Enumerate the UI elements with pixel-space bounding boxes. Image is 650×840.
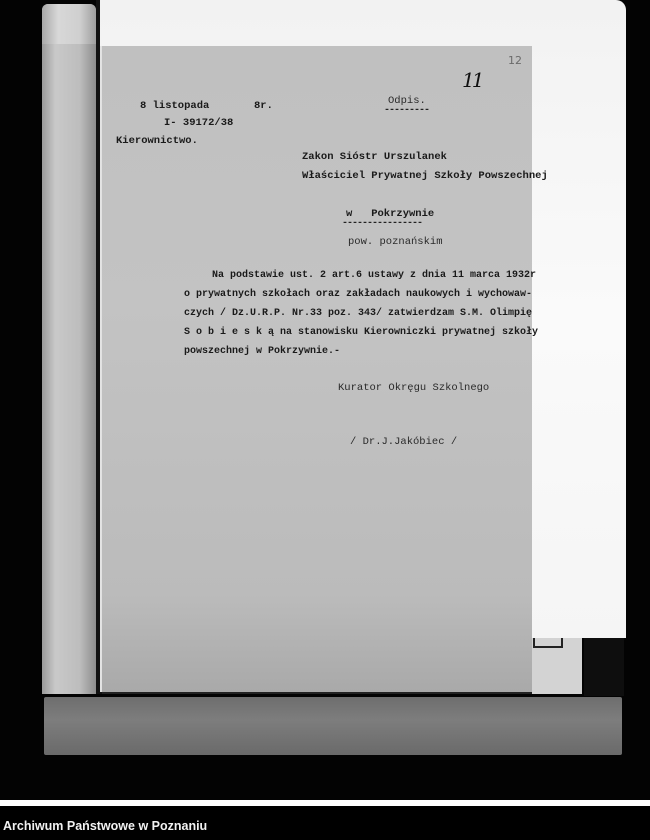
addressee-county: pow. poznańskim [348, 236, 443, 248]
addressee-place: w Pokrzywnie [346, 208, 435, 220]
reference-number: I- 39172/38 [164, 117, 234, 129]
body-line1: Na podstawie ust. 2 art.6 ustawy z dnia 11 marca 1932r [212, 270, 537, 281]
scanner-ledge [44, 697, 622, 755]
addressee-line1: Zakon Sióstr Urszulanek [302, 151, 447, 163]
signature-name: / Dr.J.Jakóbiec / [350, 436, 458, 448]
header-date: 8 listopada [140, 100, 210, 112]
footer [0, 806, 650, 840]
copy-label: Odpis. [388, 95, 426, 107]
addressee-line2: Właściciel Prywatnej Szkoły Powszechnej [302, 170, 548, 182]
body-line2: o prywatnych szkołach oraz zakładach naukowych i wychowaw- [184, 289, 533, 300]
copy-label-underline: --------- [384, 105, 430, 116]
place-underline: ---------------- [342, 218, 423, 229]
department: Kierownictwo. [116, 135, 198, 147]
body-line5: powszechnej w Pokrzywnie.- [184, 346, 341, 357]
dark-block [584, 638, 624, 696]
clip-icon [533, 638, 563, 648]
archive-institution: Archiwum Państwowe w Poznaniu [3, 819, 208, 833]
archive-number: 12 [508, 54, 522, 67]
folio-number: 11 [462, 68, 482, 92]
binding-strip-top [42, 4, 96, 44]
header-year: 8r. [254, 100, 273, 112]
binding-strip [42, 4, 96, 694]
signature-title: Kurator Okręgu Szkolnego [338, 382, 490, 394]
document-page [102, 46, 548, 692]
body-line4: S o b i e s k ą na stanowisku Kierowniczki prywatnej szkoły [184, 327, 539, 338]
body-line3: czych / Dz.U.R.P. Nr.33 poz. 343/ zatwierdzam S.M. Olimpię [184, 308, 533, 319]
